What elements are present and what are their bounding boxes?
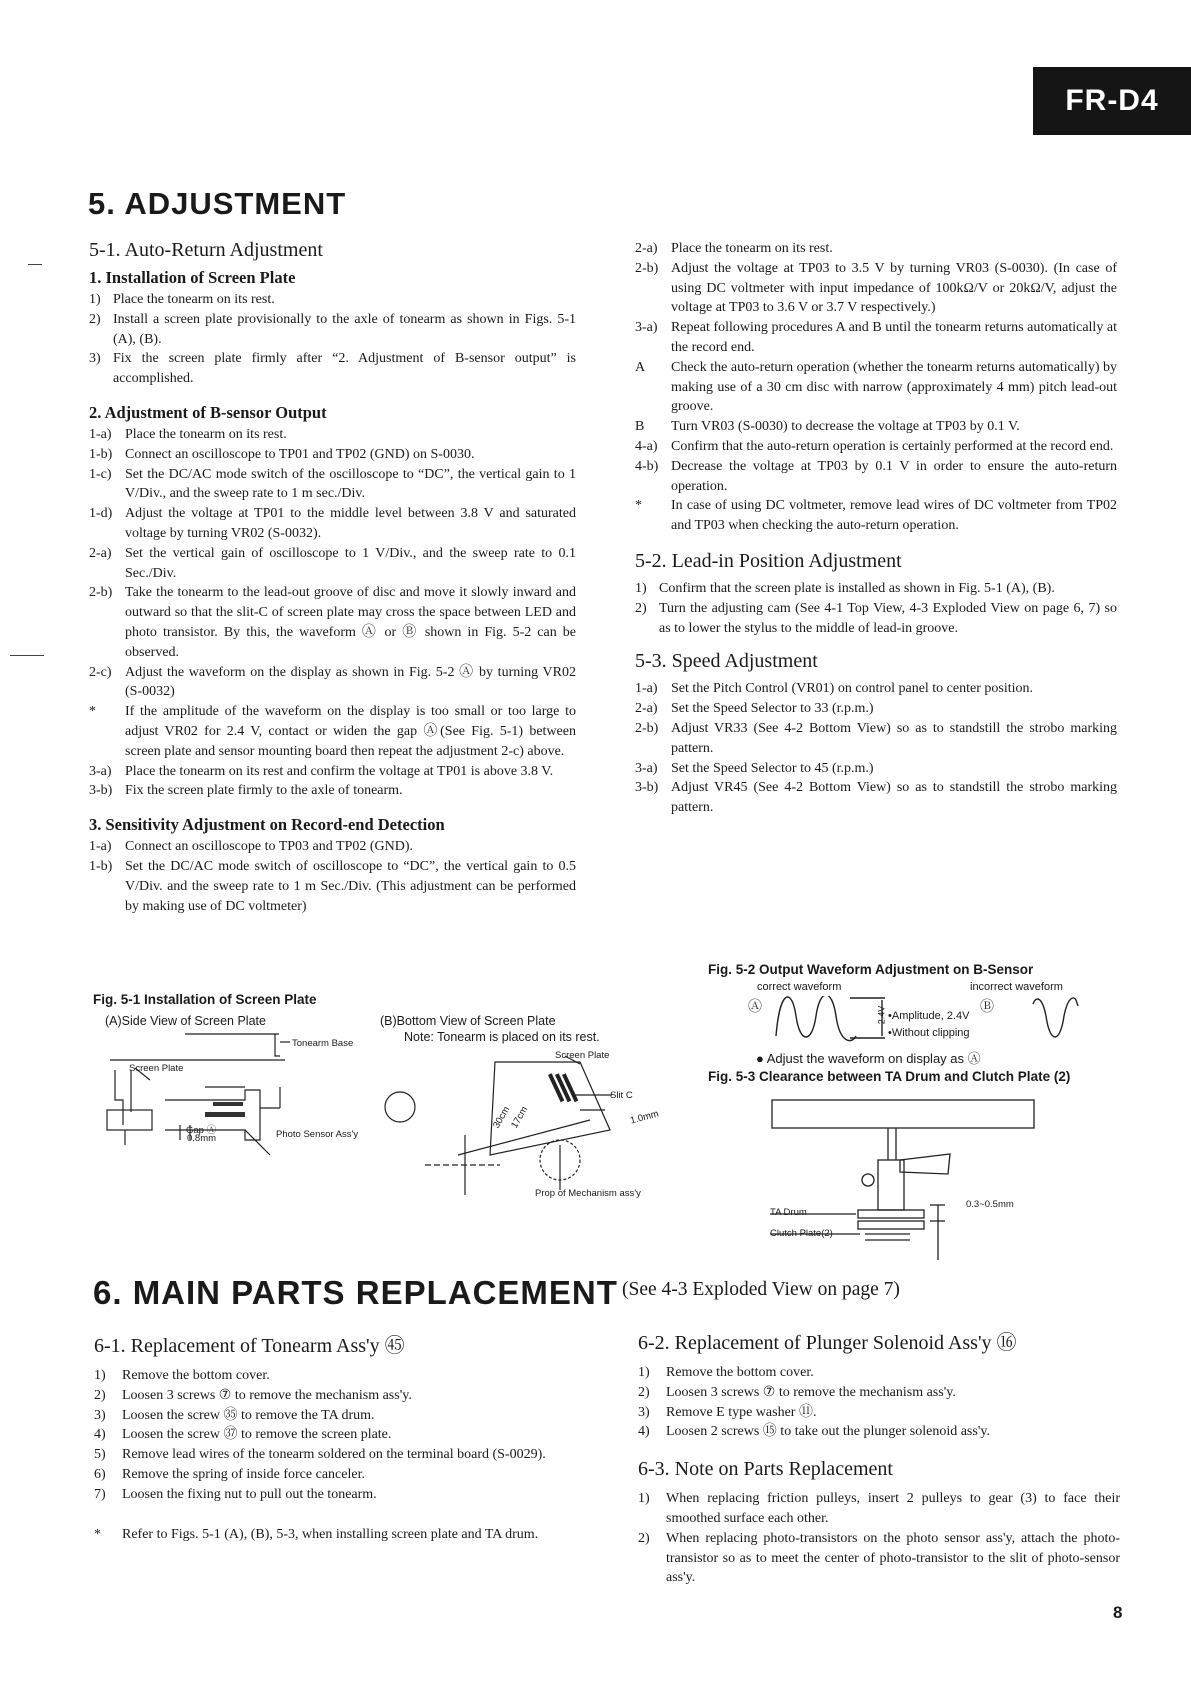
fig53-clutch: Clutch Plate(2)	[770, 1228, 833, 1239]
fig51-b-title: (B)Bottom View of Screen Plate	[380, 1014, 556, 1028]
s61-title: 6-1. Replacement of Tonearm Ass'y ㊺	[94, 1335, 405, 1357]
list-item: 2) Install a screen plate provisionally to the axle of tonearm as shown in Figs. 5-1 (A), (B).	[89, 311, 576, 347]
margin-tick	[28, 264, 42, 265]
section-5-title: 5. ADJUSTMENT	[88, 186, 347, 221]
list-item: 4) Loosen the screw ㊲ to remove the screen plate.	[94, 1427, 392, 1443]
list-item: 1-b) Connect an oscilloscope to TP01 and TP02 (GND) on S-0030.	[89, 446, 475, 462]
list-item: 1) Confirm that the screen plate is installed as shown in Fig. 5-1 (A), (B).	[635, 580, 1055, 596]
list-item: 2-a) Set the vertical gain of oscilloscope to 1 V/Div., and the sweep rate to 0.1 Sec./Div.	[89, 545, 576, 581]
list-item: 1-a) Set the Pitch Control (VR01) on control panel to center position.	[635, 681, 1033, 697]
list-item: 2-a) Set the Speed Selector to 33 (r.p.m.)	[635, 701, 874, 717]
list-item: 2-b) Adjust the voltage at TP03 to 3.5 V by turning VR03 (S-0030). (In case of using DC voltmeter with input impedance of 100kΩ/V or 20kΩ/V, adjust the voltage at TP03 to 3.6 V or 3.7 V respectively.)	[635, 260, 1117, 316]
list-item: 3-b) Adjust VR45 (See 4-2 Bottom View) so as to standstill the strobo marking pattern.	[635, 780, 1117, 816]
label-screen-plate: Screen Plate	[129, 1063, 184, 1074]
fig52-mark-a: Ⓐ	[748, 998, 762, 1014]
s51-sub3-list	[89, 837, 576, 916]
label-gap-value: 0.8mm	[187, 1133, 217, 1144]
s53-list	[635, 679, 1117, 818]
fig52-clip: •Without clipping	[888, 1027, 970, 1039]
s51-sub1-title: 1. Installation of Screen Plate	[89, 268, 296, 287]
s63-title: 6-3. Note on Parts Replacement	[638, 1458, 893, 1481]
tonearm-pivot-block	[107, 1110, 152, 1130]
fig52-note: ● Adjust the waveform on display as Ⓐ	[756, 1051, 981, 1066]
fig53-caption: Fig. 5-3 Clearance between TA Drum and Clutch Plate (2)	[708, 1069, 1071, 1084]
list-item: 7) Loosen the fixing nut to pull out the tonearm.	[94, 1486, 377, 1502]
tonearm-base-bracket	[275, 1034, 280, 1056]
fig52-mark-b: Ⓑ	[980, 998, 994, 1014]
right-column	[635, 239, 1117, 818]
list-item: 4-a) Confirm that the auto-return operation is certainly performed at the record end.	[635, 438, 1114, 454]
fig51-a-drawing	[95, 1030, 375, 1160]
list-item: 5) Remove lead wires of the tonearm soldered on the terminal board (S-0029).	[94, 1447, 546, 1463]
label-prop: Prop of Mechanism ass'y	[535, 1188, 641, 1199]
label-one-mm: 1.0mm	[629, 1108, 660, 1127]
label-tonearm-base: Tonearm Base	[292, 1038, 354, 1049]
list-item: 1) Place the tonearm on its rest.	[89, 292, 275, 307]
list-item: 2-a) Place the tonearm on its rest.	[635, 241, 833, 256]
list-item: 2) Loosen 3 screws ⑦ to remove the mechanism ass'y.	[94, 1387, 412, 1403]
s51-sub2-list	[89, 425, 576, 801]
margin-tick	[10, 655, 44, 656]
list-item: 2-c) Adjust the waveform on the display as shown in Fig. 5-2 Ⓐ by turning VR02 (S-0032)	[89, 664, 576, 700]
fig52-v-label: 2.4V	[876, 1005, 887, 1025]
clutch-plate	[858, 1221, 924, 1229]
label-30cm: 30cm	[491, 1104, 513, 1131]
s51-title: 5-1. Auto-Return Adjustment	[89, 239, 323, 261]
left-column	[89, 239, 576, 916]
list-item: 1-a) Connect an oscilloscope to TP03 and TP02 (GND).	[89, 839, 414, 855]
list-item: 2) When replacing photo-transistors on the photo sensor ass'y, attach the photo-transistor so as to meet the center of photo-transistor to the slit of photo-sensor ass'y.	[638, 1530, 1120, 1586]
fig51-caption: Fig. 5-1 Installation of Screen Plate	[93, 992, 317, 1007]
s52-title: 5-2. Lead-in Position Adjustment	[635, 549, 902, 572]
label-gap: Gap Ⓐ	[186, 1125, 217, 1136]
fig53-ta-drum: TA Drum	[770, 1207, 807, 1218]
list-item: 3-a) Place the tonearm on its rest and confirm the voltage at TP01 is above 3.8 V.	[89, 763, 554, 779]
list-item: 1-b) Set the DC/AC mode switch of oscilloscope to “DC”, the vertical gain to 0.5 V/Div. and the sweep rate to 1 m Sec./Div. (This adjustment can be performed by making use of DC voltmeter)	[89, 858, 576, 914]
photo-sensor-leader	[245, 1130, 270, 1155]
model-badge: FR-D4	[1033, 67, 1191, 135]
section-6-subtitle: (See 4-3 Exploded View on page 7)	[622, 1279, 900, 1300]
fig52-correct: correct waveform	[757, 981, 842, 993]
list-item: 1-a) Place the tonearm on its rest.	[89, 426, 287, 442]
fig52-amp: •Amplitude, 2.4V	[888, 1010, 970, 1022]
fig53-clearance: 0.3~0.5mm	[966, 1199, 1014, 1210]
list-item: 2) Loosen 3 screws ⑦ to remove the mechanism ass'y.	[638, 1384, 956, 1400]
correct-waveform	[776, 996, 856, 1041]
list-item: * If the amplitude of the waveform on the display is too small or too large to adjust VR02 for 2.4 V, contact or widen the gap Ⓐ(See Fig. 5-1) between screen plate and sensor mounting board then repeat the adjustment 2-c) above.	[89, 704, 576, 759]
list-item: 1-c) Set the DC/AC mode switch of the oscilloscope to “DC”, the vertical gain to 1 V/Div., and the sweep rate to 1 m sec./Div.	[89, 466, 576, 502]
hatched-plate	[205, 1112, 245, 1117]
list-item: 2) Turn the adjusting cam (See 4-1 Top View, 4-3 Exploded View on page 6, 7) so as to lower the stylus to the middle of lead-in groove.	[635, 600, 1117, 636]
screw	[862, 1174, 874, 1186]
label-screen-plate-b: Screen Plate	[555, 1050, 610, 1061]
list-item: B Turn VR03 (S-0030) to decrease the voltage at TP03 by 0.1 V.	[635, 419, 1020, 435]
s51-sub1-list	[89, 290, 576, 389]
tonearm-axle	[115, 1070, 123, 1125]
list-item: 3) Loosen the screw ㉟ to remove the TA drum.	[94, 1407, 375, 1423]
hatched-plate	[213, 1102, 243, 1106]
list-item: 3-a) Repeat following procedures A and B until the tonearm returns automatically at the record end.	[635, 320, 1117, 355]
fig51-b-note: Note: Tonearm is placed on its rest.	[404, 1030, 600, 1044]
s62-block	[638, 1326, 1120, 1588]
list-item: 3) Remove E type washer ⑪.	[638, 1404, 817, 1420]
fig51-b-drawing	[380, 1040, 670, 1200]
list-item: 1) Remove the bottom cover.	[638, 1365, 814, 1380]
list-item: 3-b) Fix the screen plate firmly to the axle of tonearm.	[89, 783, 403, 799]
list-item: 1-d) Adjust the voltage at TP01 to the middle level between 3.8 V and saturated voltage by turning VR02 (S-0032).	[89, 506, 576, 541]
list-item: * In case of using DC voltmeter, remove lead wires of DC voltmeter from TP02 and TP03 when checking the auto-return operation.	[635, 498, 1117, 534]
label-17cm: 17cm	[509, 1104, 531, 1131]
incorrect-waveform	[1033, 998, 1078, 1037]
fig52-caption: Fig. 5-2 Output Waveform Adjustment on B-Sensor	[708, 962, 1034, 977]
label-slit-c: Slit C	[610, 1090, 633, 1101]
s53-title: 5-3. Speed Adjustment	[635, 650, 818, 673]
turntable-platter	[772, 1100, 1034, 1128]
s51-sub3-title: 3. Sensitivity Adjustment on Record-end Detection	[89, 815, 445, 835]
s52-list	[635, 579, 1117, 638]
mechanism-edge	[458, 1120, 590, 1155]
s51-sub2-title: 2. Adjustment of B-sensor Output	[89, 402, 327, 422]
list-item: 1) When replacing friction pulleys, insert 2 pulleys to gear (3) to face their smoothed surface each other.	[638, 1491, 1120, 1526]
list-item: 3-a) Set the Speed Selector to 45 (r.p.m.)	[635, 760, 874, 776]
s61-block	[94, 1329, 574, 1544]
list-item: 4-b) Decrease the voltage at TP03 by 0.1 V in order to ensure the auto-return operation.	[635, 458, 1117, 494]
s62-title: 6-2. Replacement of Plunger Solenoid Ass'y ⑯	[638, 1332, 1017, 1354]
s61-note: * Refer to Figs. 5-1 (A), (B), 5-3, when installing screen plate and TA drum.	[94, 1526, 539, 1542]
list-item: 6) Remove the spring of inside force canceler.	[94, 1466, 365, 1482]
fig51-a-title: (A)Side View of Screen Plate	[105, 1014, 266, 1028]
ta-drum	[858, 1210, 924, 1218]
list-item: A Check the auto-return operation (whether the tonearm returns automatically) by making use of a 30 cm disc with narrow (approximately 4 mm) pitch lead-out groove.	[635, 359, 1117, 415]
label-photo-sensor: Photo Sensor Ass'y	[276, 1129, 359, 1140]
section-6-title: 6. MAIN PARTS REPLACEMENT	[93, 1274, 618, 1311]
list-item: 2-b) Adjust VR33 (See 4-2 Bottom View) so as to standstill the strobo marking pattern.	[635, 720, 1117, 756]
list-item: 3) Fix the screen plate firmly after “2. Adjustment of B-sensor output” is accomplished.	[89, 351, 576, 387]
axle-circle	[385, 1092, 415, 1122]
fig52-incorrect: incorrect waveform	[970, 981, 1063, 993]
list-item: 2-b) Take the tonearm to the lead-out groove of disc and move it slowly inward and outward so that the slit-C of screen plate may cross the space between LED and photo transistor. By this, the waveform Ⓐ or Ⓑ shown in Fig. 5-2 can be observed.	[89, 585, 576, 660]
tonearm-lever	[900, 1154, 950, 1174]
list-item: 1) Remove the bottom cover.	[94, 1368, 270, 1383]
s51-right-list	[635, 239, 1117, 536]
page-number: 8	[1113, 1603, 1123, 1622]
list-item: 4) Loosen 2 screws ⑮ to take out the plunger solenoid ass'y.	[638, 1424, 990, 1440]
